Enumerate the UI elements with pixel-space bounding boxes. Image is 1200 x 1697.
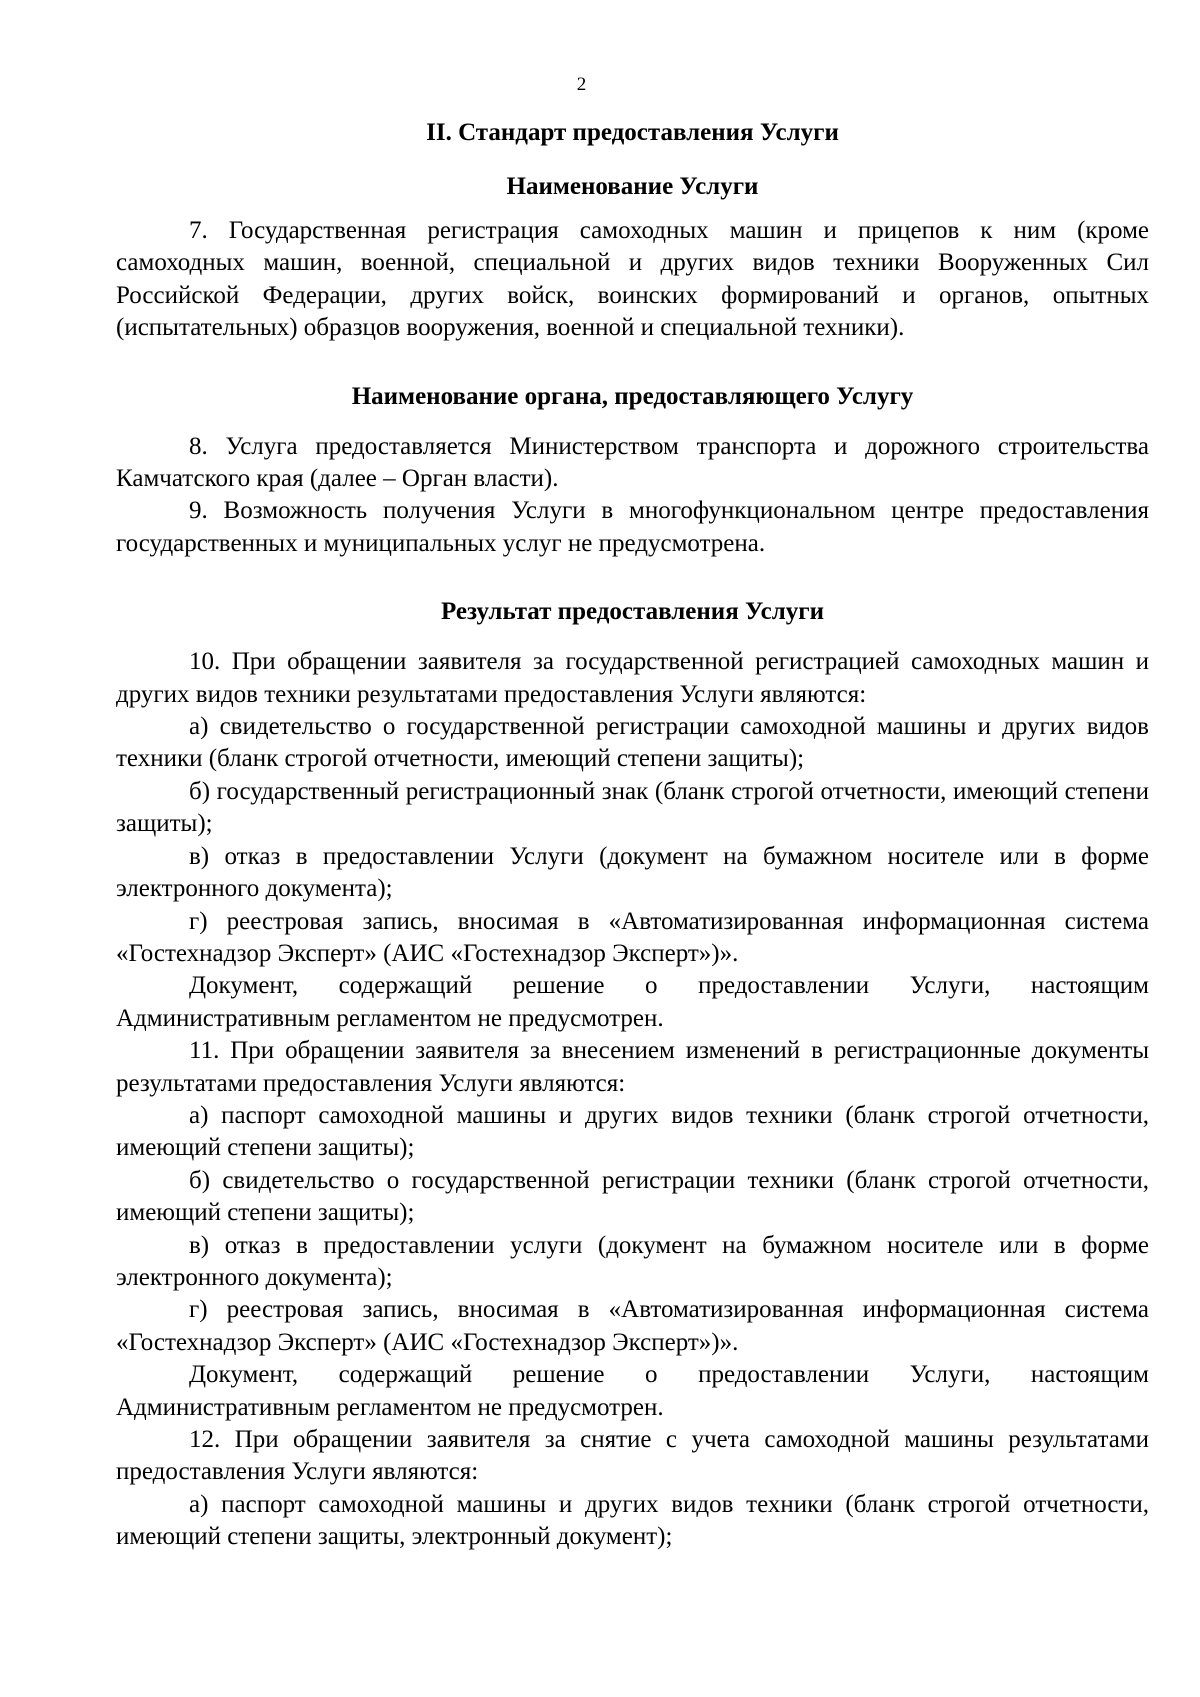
- paragraph: 7. Государственная регистрация самоходных машин и прицепов к ним (кроме самоходных машин, военной, специальной и других видов техники Вооруженных Сил Российской Федерации, других войск, воинских формирований и органов, опытных (испытательных) образцов вооружения, военной и специальной техники).: [116, 217, 1149, 342]
- paragraph: 12. При обращении заявителя за снятие с учета самоходной машины результатами предоставления Услуги являются:: [116, 1426, 1149, 1486]
- list-item: б) свидетельство о государственной регистрации техники (бланк строгой отчетности, имеющий степени защиты);: [116, 1166, 1149, 1227]
- paragraph: 11. При обращении заявителя за внесением изменений в регистрационные документы результатами предоставления Услуги являются:: [116, 1037, 1149, 1097]
- paragraph: 8. Услуга предоставляется Министерством транспорта и дорожного строительства Камчатского края (далее – Орган власти).: [116, 432, 1149, 493]
- subsection-heading-service-name: Наименование Услуги: [506, 173, 759, 200]
- list-item: б) государственный регистрационный знак (бланк строгой отчетности, имеющий степени защиты);: [116, 777, 1149, 838]
- section-title: II. Стандарт предоставления Услуги: [426, 119, 839, 146]
- paragraph: Документ, содержащий решение о предоставлении Услуги, настоящим Административным регламентом не предусмотрен.: [116, 972, 1149, 1032]
- subsection-heading-result: Результат предоставления Услуги: [440, 598, 824, 626]
- list-item: а) свидетельство о государственной регистрации самоходной машины и других видов техники (бланк строгой отчетности, имеющий степени защиты);: [116, 713, 1149, 773]
- list-item: г) реестровая запись, вносимая в «Автоматизированная информационная система «Гостехнадзор Эксперт» (АИС «Гостехнадзор Эксперт»)».: [116, 1296, 1149, 1356]
- page-number: 2: [576, 74, 587, 95]
- paragraph: 10. При обращении заявителя за государственной регистрацией самоходных машин и других видов техники результатами предоставления Услуги являются:: [116, 648, 1149, 708]
- list-item: а) паспорт самоходной машины и других видов техники (бланк строгой отчетности, имеющий степени защиты, электронный документ);: [116, 1490, 1149, 1551]
- paragraph: Документ, содержащий решение о предоставлении Услуги, настоящим Административным регламентом не предусмотрен.: [116, 1361, 1149, 1421]
- list-item: в) отказ в предоставлении услуги (документ на бумажном носителе или в форме электронного документа);: [116, 1231, 1149, 1291]
- paragraph: 9. Возможность получения Услуги в многофункциональном центре предоставления государственных и муниципальных услуг не предусмотрена.: [116, 497, 1149, 557]
- list-item: г) реестровая запись, вносимая в «Автоматизированная информационная система «Гостехнадзор Эксперт» (АИС «Гостехнадзор Эксперт»)».: [116, 907, 1149, 967]
- list-item: а) паспорт самоходной машины и других видов техники (бланк строгой отчетности, имеющий степени защиты);: [116, 1101, 1149, 1162]
- document-body: [116, 117, 1149, 1554]
- subsection-heading-authority: Наименование органа, предоставляющего Услугу: [351, 382, 914, 410]
- list-item: в) отказ в предоставлении Услуги (документ на бумажном носителе или в форме электронного документа);: [116, 842, 1149, 903]
